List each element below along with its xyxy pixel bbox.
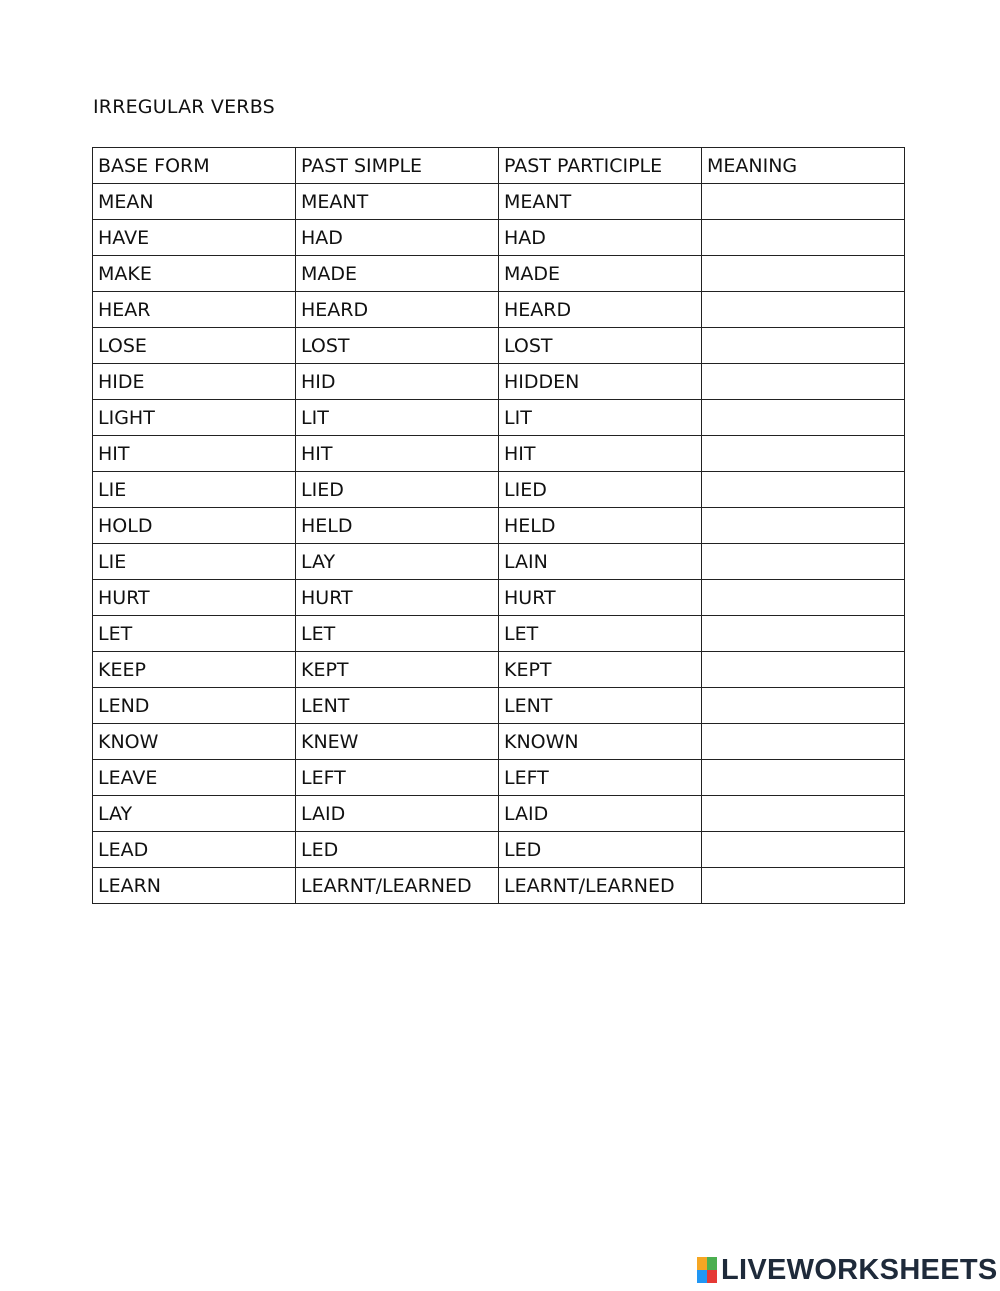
past-simple-cell: LEARNT/LEARNED [296, 868, 499, 904]
meaning-cell[interactable] [702, 688, 905, 724]
table-row [93, 688, 905, 724]
header-past-participle: PAST PARTICIPLE [499, 148, 702, 184]
base-form-cell: MAKE [93, 256, 296, 292]
header-meaning: MEANING [702, 148, 905, 184]
logo-icon [697, 1257, 717, 1283]
table-row [93, 580, 905, 616]
past-participle-cell: HEARD [499, 292, 702, 328]
past-participle-cell: HIDDEN [499, 364, 702, 400]
base-form-cell: LEAVE [93, 760, 296, 796]
base-form-cell: KNOW [93, 724, 296, 760]
table-row [93, 832, 905, 868]
past-simple-cell: MEANT [296, 184, 499, 220]
past-simple-cell: LET [296, 616, 499, 652]
meaning-cell[interactable] [702, 868, 905, 904]
base-form-cell: LAY [93, 796, 296, 832]
meaning-cell[interactable] [702, 724, 905, 760]
page-title: IRREGULAR VERBS [93, 96, 275, 118]
past-participle-cell: KEPT [499, 652, 702, 688]
base-form-cell: LET [93, 616, 296, 652]
past-participle-cell: HURT [499, 580, 702, 616]
base-form-cell: KEEP [93, 652, 296, 688]
past-simple-cell: LIED [296, 472, 499, 508]
table-row [93, 616, 905, 652]
past-simple-cell: LAY [296, 544, 499, 580]
meaning-cell[interactable] [702, 832, 905, 868]
past-participle-cell: MADE [499, 256, 702, 292]
table-row [93, 472, 905, 508]
past-participle-cell: LED [499, 832, 702, 868]
past-simple-cell: LAID [296, 796, 499, 832]
past-simple-cell: LOST [296, 328, 499, 364]
meaning-cell[interactable] [702, 256, 905, 292]
past-participle-cell: LOST [499, 328, 702, 364]
header-past-simple: PAST SIMPLE [296, 148, 499, 184]
base-form-cell: HEAR [93, 292, 296, 328]
past-participle-cell: LENT [499, 688, 702, 724]
meaning-cell[interactable] [702, 436, 905, 472]
table-row [93, 508, 905, 544]
past-simple-cell: LIT [296, 400, 499, 436]
base-form-cell: HIT [93, 436, 296, 472]
base-form-cell: MEAN [93, 184, 296, 220]
past-simple-cell: HELD [296, 508, 499, 544]
past-participle-cell: LEFT [499, 760, 702, 796]
past-participle-cell: LAID [499, 796, 702, 832]
past-simple-cell: HIT [296, 436, 499, 472]
past-participle-cell: MEANT [499, 184, 702, 220]
past-simple-cell: MADE [296, 256, 499, 292]
meaning-cell[interactable] [702, 400, 905, 436]
table-row [93, 796, 905, 832]
base-form-cell: LIGHT [93, 400, 296, 436]
liveworksheets-logo [697, 1254, 998, 1286]
past-simple-cell: HID [296, 364, 499, 400]
meaning-cell[interactable] [702, 292, 905, 328]
meaning-cell[interactable] [702, 364, 905, 400]
table-row [93, 760, 905, 796]
past-simple-cell: LED [296, 832, 499, 868]
past-participle-cell: LIT [499, 400, 702, 436]
table-row [93, 436, 905, 472]
base-form-cell: HAVE [93, 220, 296, 256]
brand-name: LIVEWORKSHEETS [721, 1253, 998, 1286]
meaning-cell[interactable] [702, 328, 905, 364]
meaning-cell[interactable] [702, 220, 905, 256]
meaning-cell[interactable] [702, 184, 905, 220]
past-simple-cell: HAD [296, 220, 499, 256]
meaning-cell[interactable] [702, 580, 905, 616]
meaning-cell[interactable] [702, 544, 905, 580]
past-simple-cell: LEFT [296, 760, 499, 796]
table-row [93, 400, 905, 436]
base-form-cell: LIE [93, 472, 296, 508]
past-participle-cell: LAIN [499, 544, 702, 580]
meaning-cell[interactable] [702, 796, 905, 832]
base-form-cell: HIDE [93, 364, 296, 400]
base-form-cell: HOLD [93, 508, 296, 544]
table-row [93, 328, 905, 364]
past-simple-cell: HEARD [296, 292, 499, 328]
table-row [93, 184, 905, 220]
irregular-verbs-table [92, 147, 905, 904]
base-form-cell: LOSE [93, 328, 296, 364]
past-simple-cell: HURT [296, 580, 499, 616]
meaning-cell[interactable] [702, 472, 905, 508]
table-row [93, 544, 905, 580]
past-participle-cell: KNOWN [499, 724, 702, 760]
header-base-form: BASE FORM [93, 148, 296, 184]
meaning-cell[interactable] [702, 508, 905, 544]
base-form-cell: LEARN [93, 868, 296, 904]
meaning-cell[interactable] [702, 652, 905, 688]
table-row [93, 220, 905, 256]
past-participle-cell: HELD [499, 508, 702, 544]
past-participle-cell: HAD [499, 220, 702, 256]
table-header-row [93, 148, 905, 184]
base-form-cell: LIE [93, 544, 296, 580]
base-form-cell: LEND [93, 688, 296, 724]
base-form-cell: HURT [93, 580, 296, 616]
past-participle-cell: LET [499, 616, 702, 652]
past-participle-cell: LEARNT/LEARNED [499, 868, 702, 904]
table-row [93, 364, 905, 400]
past-participle-cell: LIED [499, 472, 702, 508]
past-participle-cell: HIT [499, 436, 702, 472]
past-simple-cell: KNEW [296, 724, 499, 760]
table-row [93, 868, 905, 904]
table-row [93, 652, 905, 688]
base-form-cell: LEAD [93, 832, 296, 868]
table-row [93, 724, 905, 760]
meaning-cell[interactable] [702, 760, 905, 796]
past-simple-cell: LENT [296, 688, 499, 724]
table-row [93, 292, 905, 328]
table-row [93, 256, 905, 292]
past-simple-cell: KEPT [296, 652, 499, 688]
meaning-cell[interactable] [702, 616, 905, 652]
